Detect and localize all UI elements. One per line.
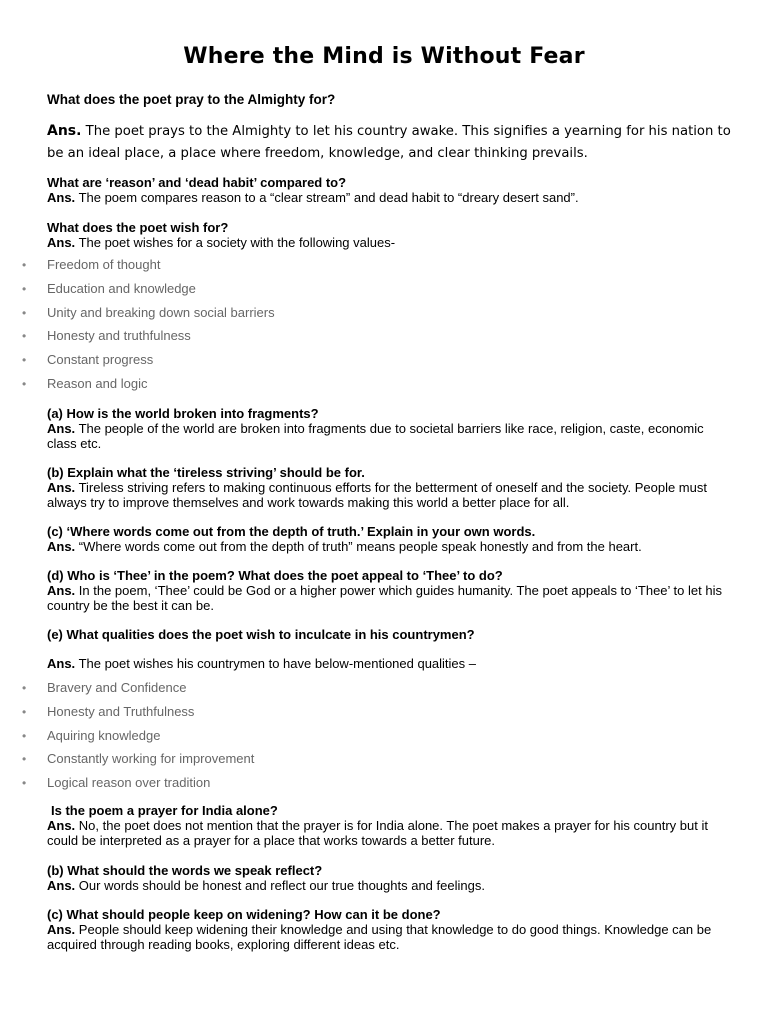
answer-text: Tireless striving refers to making continuous efforts for the betterment of oneself and the society. People must always try to improve themselves and work towards making this world a better place for all. (47, 480, 707, 510)
qa-fragments (47, 406, 727, 451)
question: (b) Explain what the ‘tireless striving’ should be for. (47, 465, 365, 480)
qa-thee (47, 568, 727, 613)
answer-text: People should keep widening their knowledge and using that knowledge to do good things. Knowledge can be acquired through reading books, exploring different ideas etc. (47, 922, 712, 952)
list-item: • Bravery and Confidence (0, 680, 400, 704)
answer-text: In the poem, ‘Thee’ could be God or a higher power which guides humanity. The poet appeals to ‘Thee’ to let his country be the best it can be. (47, 583, 722, 613)
question: (e) What qualities does the poet wish to inculcate in his countrymen? (47, 627, 475, 642)
answer-text: The poet wishes for a society with the following values- (78, 235, 396, 250)
question: (a) How is the world broken into fragments? (47, 406, 319, 421)
ans-label: Ans. (47, 421, 76, 436)
question: What does the poet wish for? (47, 220, 229, 235)
question: (c) What should people keep on widening? How can it be done? (47, 907, 441, 922)
ans-label: Ans. (47, 818, 76, 833)
question: What does the poet pray to the Almighty for? (47, 92, 336, 107)
answer-text: The poem compares reason to a “clear stream” and dead habit to “dreary desert sand”. (78, 190, 579, 205)
qa-india (47, 803, 727, 848)
answer-pray (47, 120, 747, 165)
list-item: • Freedom of thought (0, 257, 400, 281)
answer-qualities (47, 656, 727, 671)
ans-label: Ans. (47, 878, 76, 893)
question: (d) Who is ‘Thee’ in the poem? What does the poet appeal to ‘Thee’ to do? (47, 568, 503, 583)
list-item: • Honesty and truthfulness (0, 328, 400, 352)
ans-label: Ans. (47, 922, 76, 937)
qa-words (47, 863, 727, 893)
list-item: • Unity and breaking down social barriers (0, 305, 400, 329)
question: (b) What should the words we speak reflect? (47, 863, 323, 878)
answer-text: The poet prays to the Almighty to let his country awake. This signifies a yearning for his nation to be an ideal place, a place where freedom, knowledge, and clear thinking prevails. (47, 124, 731, 161)
page-title: Where the Mind is Without Fear (183, 44, 585, 69)
qa-widening (47, 907, 727, 952)
qa-truth (47, 524, 727, 554)
ans-label: Ans. (47, 656, 76, 671)
answer-text: The poet wishes his countrymen to have below-mentioned qualities – (78, 656, 477, 671)
list-item: • Aquiring knowledge (0, 728, 400, 752)
question: Is the poem a prayer for India alone? (51, 803, 278, 818)
list-item: • Reason and logic (0, 376, 400, 400)
ans-label: Ans. (47, 235, 76, 250)
values-list (0, 257, 400, 400)
qa-wish (47, 220, 727, 250)
qa-reason (47, 175, 727, 205)
list-item: • Honesty and Truthfulness (0, 704, 400, 728)
ans-label: Ans. (47, 123, 82, 139)
list-item: • Constant progress (0, 352, 400, 376)
qualities-list (0, 680, 400, 799)
qa-pray (47, 92, 727, 107)
ans-label: Ans. (47, 190, 76, 205)
list-item: • Education and knowledge (0, 281, 400, 305)
answer-text: No, the poet does not mention that the prayer is for India alone. The poet makes a prayer for his country but it could be interpreted as a prayer for a place that works towards a better future. (47, 818, 708, 848)
ans-label: Ans. (47, 583, 76, 598)
answer-text: “Where words come out from the depth of truth” means people speak honestly and from the heart. (78, 539, 642, 554)
question: (c) ‘Where words come out from the depth of truth.’ Explain in your own words. (47, 524, 536, 539)
qa-striving (47, 465, 727, 510)
ans-label: Ans. (47, 480, 76, 495)
question: What are ‘reason’ and ‘dead habit’ compared to? (47, 175, 347, 190)
answer-text: Our words should be honest and reflect our true thoughts and feelings. (78, 878, 485, 893)
answer-text: The people of the world are broken into fragments due to societal barriers like race, religion, caste, economic class etc. (47, 421, 704, 451)
list-item: • Logical reason over tradition (0, 775, 400, 799)
list-item: • Constantly working for improvement (0, 751, 400, 775)
ans-label: Ans. (47, 539, 76, 554)
qa-qualities (47, 627, 727, 642)
